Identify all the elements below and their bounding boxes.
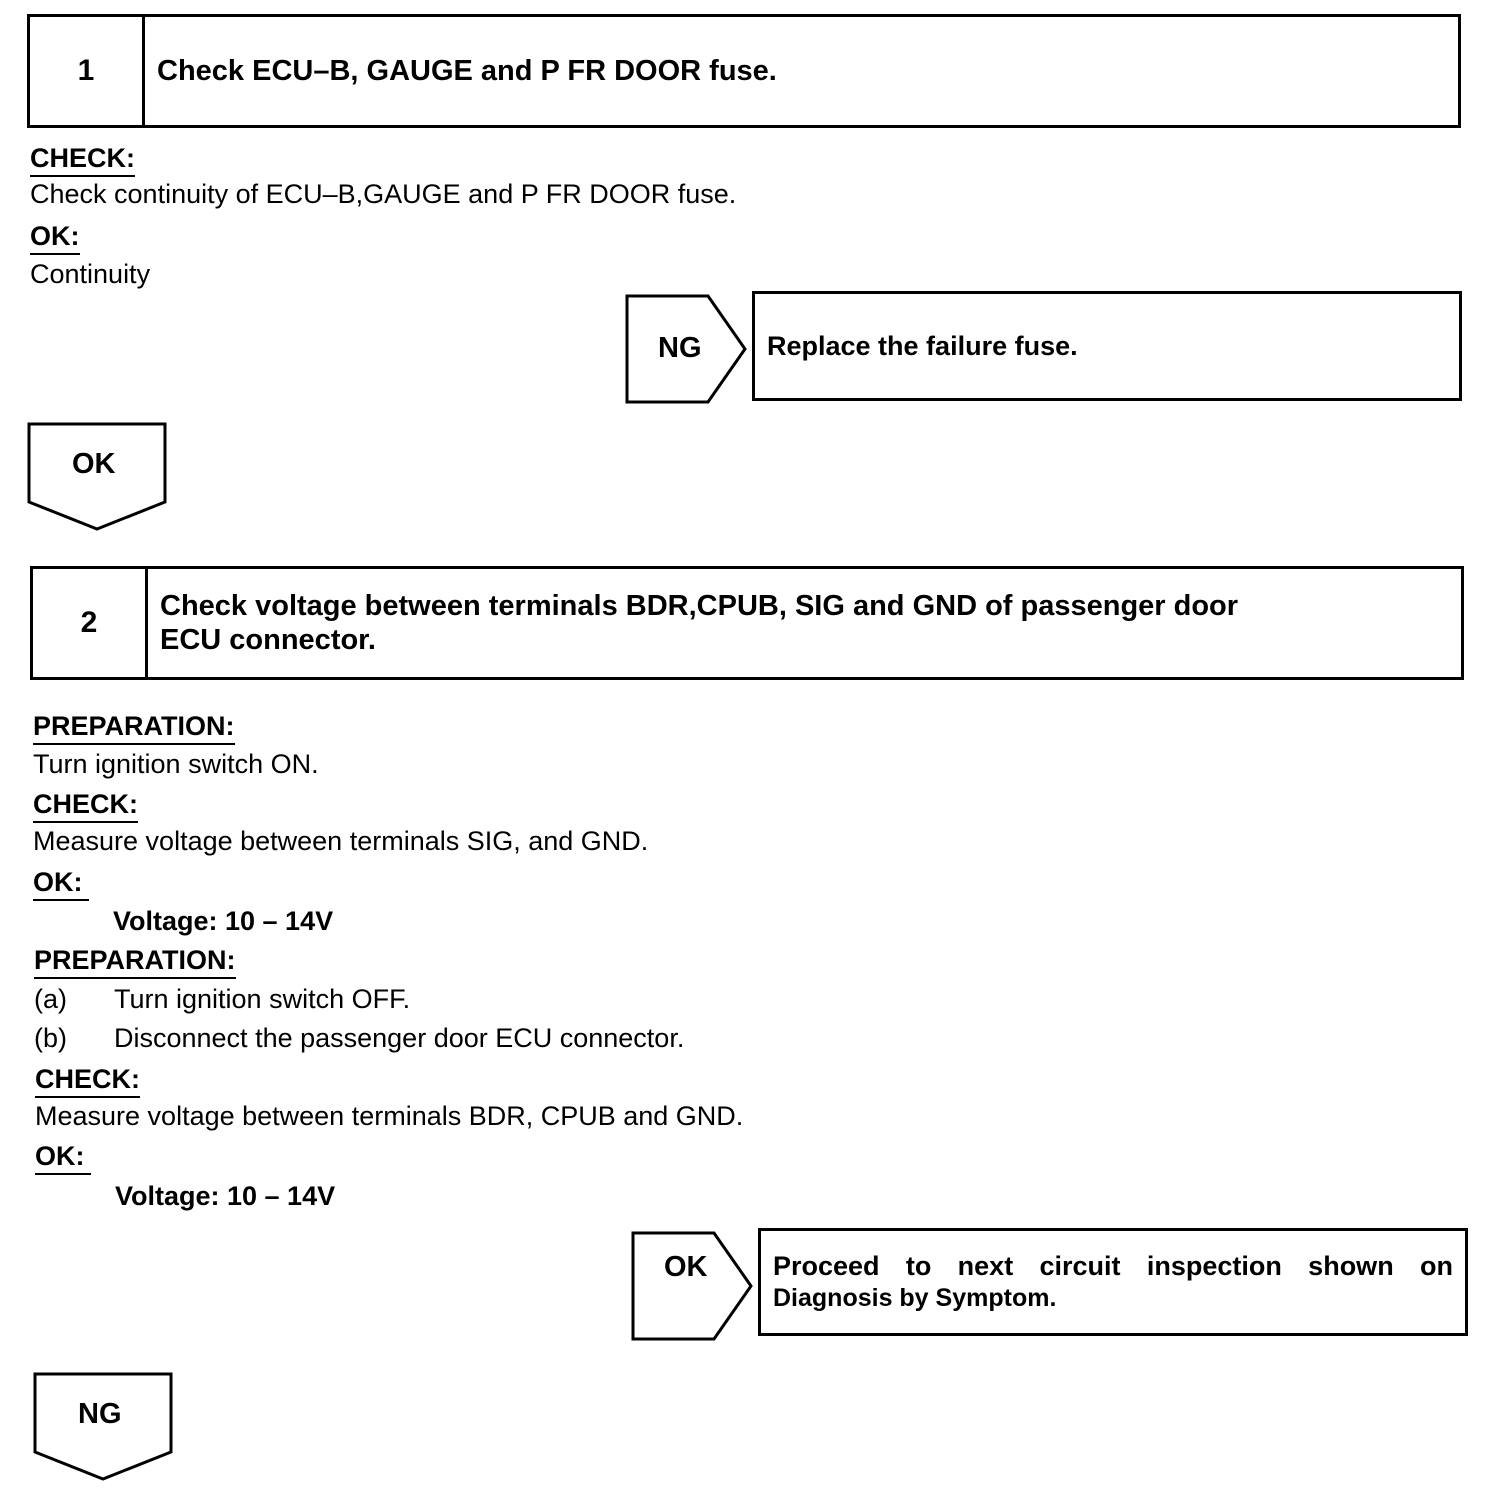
step-1-check-heading: CHECK:: [30, 142, 135, 177]
step-2-title-line-2: ECU connector.: [160, 624, 376, 656]
step-1-ng-result: Replace the failure fuse.: [752, 291, 1462, 401]
step-2-ng-label: NG: [78, 1398, 122, 1430]
step-2-prep-2-heading: PREPARATION:: [34, 944, 236, 979]
list-marker: (b): [34, 1023, 67, 1053]
step-2-ok-label: OK: [664, 1251, 708, 1283]
step-2-ok-result-line-2: Diagnosis by Symptom.: [773, 1284, 1057, 1312]
step-2-prep-1-text: Turn ignition switch ON.: [33, 749, 319, 779]
step-2-ok-arrow-shape: [631, 1231, 756, 1341]
step-2-check-2-text: Measure voltage between terminals BDR, CPUB and GND.: [35, 1101, 744, 1131]
step-2-ok-result-line-1: Proceed to next circuit inspection shown on: [773, 1251, 1453, 1281]
step-1-ng-label: NG: [658, 332, 702, 364]
step-1-title: Check ECU–B, GAUGE and P FR DOOR fuse.: [157, 55, 777, 87]
step-1-number: 1: [30, 17, 145, 125]
step-2-check-1-heading: CHECK:: [33, 788, 138, 823]
list-text: Turn ignition switch OFF.: [114, 984, 411, 1014]
list-marker: (a): [34, 984, 67, 1014]
step-2-prep-2-item-b: [34, 1022, 684, 1054]
step-2-number: 2: [33, 569, 148, 677]
step-2-prep-2-item-a: [34, 983, 410, 1015]
step-2-ok-2-value: Voltage: 10 – 14V: [115, 1181, 336, 1211]
step-2-ok-2-heading: OK:: [35, 1140, 91, 1175]
step-2-ok-1-heading: OK:: [33, 866, 89, 901]
list-text: Disconnect the passenger door ECU connector.: [114, 1023, 685, 1053]
step-1-ok-label: OK: [72, 448, 116, 480]
step-1-check-text: Check continuity of ECU–B,GAUGE and P FR DOOR fuse.: [30, 179, 737, 209]
step-1-ok-heading: OK:: [30, 220, 80, 255]
step-2-title: [148, 569, 1461, 677]
step-2-title-line-1: Check voltage between terminals BDR,CPUB, SIG and GND of passenger door: [160, 590, 1239, 622]
step-2-ok-1-value: Voltage: 10 – 14V: [113, 906, 334, 936]
step-2-ok-result: [758, 1228, 1468, 1336]
step-2-header: [30, 566, 1464, 680]
step-1-ok-arrow: [27, 422, 169, 532]
step-2-prep-1-heading: PREPARATION:: [33, 710, 235, 745]
step-1-ok-text: Continuity: [30, 259, 151, 289]
step-1-header: [27, 14, 1461, 128]
step-2-check-1-text: Measure voltage between terminals SIG, and GND.: [33, 826, 649, 856]
step-2-ok-arrow: [631, 1231, 756, 1341]
step-2-ng-arrow: [33, 1372, 175, 1482]
step-1-ng-arrow: [625, 294, 750, 404]
step-2-check-2-heading: CHECK:: [35, 1063, 140, 1098]
